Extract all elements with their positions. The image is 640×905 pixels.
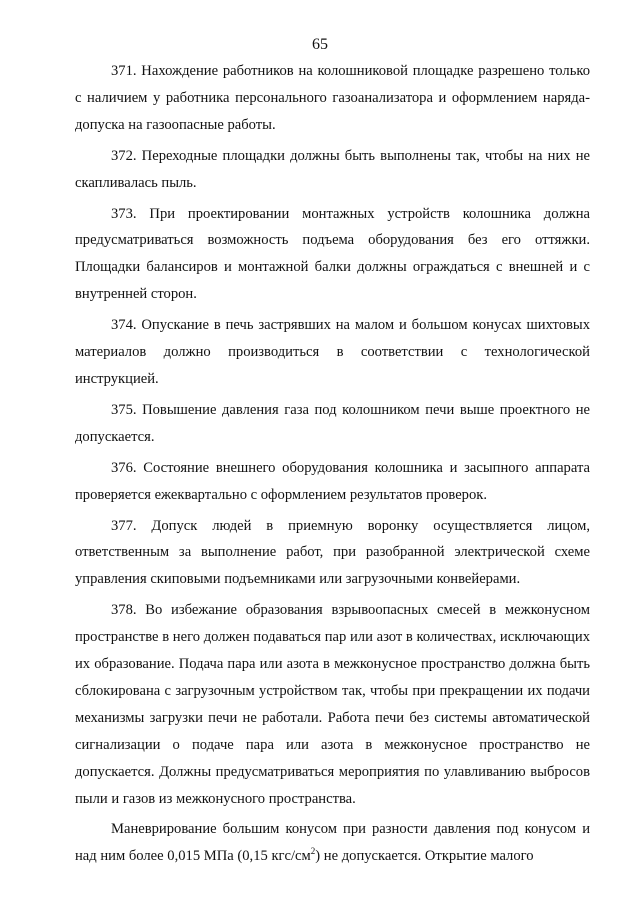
- paragraph-text-after: ) не допускается. Открытие малого: [315, 848, 534, 865]
- paragraph-378: 378. Во избежание образования взрывоопасных смесей в межконусном пространстве в него должен подаваться пар или азот в количествах, исключающих их образование. Подача пара или азота в межконусное пространство должна быть сблокирована с загрузочным устройством так, чтобы при прекращении их подачи механизмы загрузки печи не работали. Работа печи без системы автоматической сигнализации о подаче пара или азота в межконусное пространство не допускается. Должны предусматриваться мероприятия по улавливанию выбросов пыли и газов из межконусного пространства.: [75, 602, 590, 807]
- paragraph-374: 374. Опускание в печь застрявших на малом и большом конусах шихтовых материалов должно производиться в соответствии с технологической инструкцией.: [75, 317, 590, 387]
- paragraph-371: 371. Нахождение работников на колошниковой площадке разрешено только с наличием у работника персонального газоанализатора и оформлением наряда-допуска на газоопасные работы.: [75, 63, 590, 133]
- paragraph-372: 372. Переходные площадки должны быть выполнены так, чтобы на них не скапливалась пыль.: [75, 147, 590, 191]
- paragraph-375: 375. Повышение давления газа под колошником печи выше проектного не допускается.: [75, 401, 590, 445]
- page-number: 65: [312, 36, 328, 53]
- paragraph-377: 377. Допуск людей в приемную воронку осуществляется лицом, ответственным за выполнение работ, при разобранной электрической схеме управления скиповыми подъемниками или загрузочными конвейерами.: [75, 517, 590, 588]
- paragraph-text-before: Маневрирование большим конусом при разности давления под конусом и над ним более 0,015 МПа (0,15 кгс/см: [75, 821, 590, 865]
- paragraph-cone-maneuvering: [75, 816, 590, 870]
- unit-superscript: 2: [310, 846, 316, 857]
- paragraph-373: 373. При проектировании монтажных устройств колошника должна предусматриваться возможность подъема оборудования без его оттяжки. Площадки балансиров и монтажной балки должны ограждаться с внешней и с внутренней сторон.: [75, 205, 590, 303]
- document-body: [75, 58, 590, 874]
- paragraph-376: 376. Состояние внешнего оборудования колошника и засыпного аппарата проверяется ежеквартально с оформлением результатов проверок.: [75, 459, 590, 503]
